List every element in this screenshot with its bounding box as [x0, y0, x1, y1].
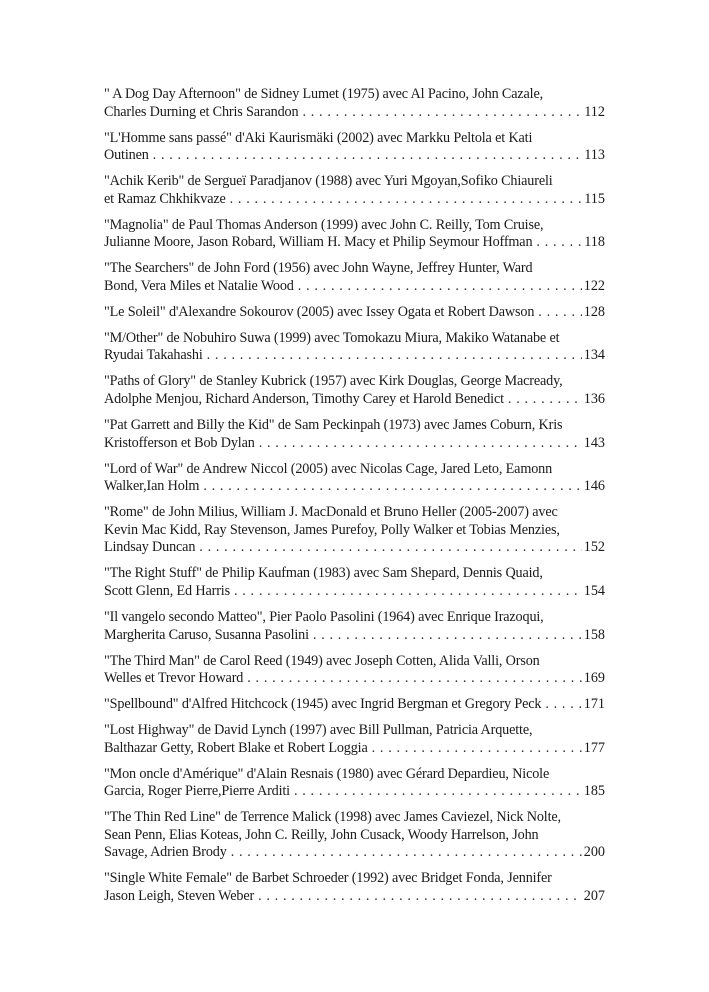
dot-leader: [258, 888, 582, 906]
toc-entry-line: "Single White Female" de Barbet Schroeder (1992) avec Bridget Fonda, Jennifer: [104, 870, 552, 887]
toc-entry[interactable]: [104, 461, 605, 496]
dot-leader: [372, 740, 582, 758]
toc-entry[interactable]: [104, 217, 605, 252]
dot-leader: [298, 278, 582, 296]
toc-entry-text: Kristofferson et Bob Dylan: [104, 434, 255, 451]
page-number: 185: [583, 783, 605, 800]
toc-entry[interactable]: [104, 766, 605, 801]
toc-entry-line: "The Third Man" de Carol Reed (1949) avec Joseph Cotten, Alida Valli, Orson: [104, 652, 540, 669]
toc-entry-text: Balthazar Getty, Robert Blake et Robert Loggia: [104, 739, 368, 756]
dot-leader: [536, 234, 582, 252]
dot-leader: [302, 104, 582, 122]
toc-entry-text: Julianne Moore, Jason Robard, William H. Macy et Philip Seymour Hoffman: [104, 234, 533, 251]
toc-entry-text: Margherita Caruso, Susanna Pasolini: [104, 626, 309, 643]
dot-leader: [294, 783, 582, 801]
toc-entry-last-line: [104, 539, 605, 557]
toc-entry-last-line: [104, 147, 605, 165]
toc-entry-line: Sean Penn, Elias Koteas, John C. Reilly, John Cusack, Woody Harrelson, John: [104, 826, 539, 843]
toc-entry[interactable]: [104, 373, 605, 408]
toc-entry-text: Bond, Vera Miles et Natalie Wood: [104, 277, 294, 294]
toc-entry-last-line: [104, 627, 605, 645]
toc-entry[interactable]: [104, 870, 605, 905]
dot-leader: [247, 670, 581, 688]
toc-entry-last-line: [104, 347, 605, 365]
toc-entry[interactable]: [104, 809, 605, 862]
page-number: 154: [583, 582, 605, 599]
toc-entry-line: " A Dog Day Afternoon" de Sidney Lumet (1975) avec Al Pacino, John Cazale,: [104, 86, 544, 102]
toc-entry-last-line: [104, 278, 605, 296]
page-number: 169: [583, 670, 605, 687]
page-number: 128: [583, 303, 605, 320]
toc-entry-text: Charles Durning et Chris Sarandon: [104, 103, 299, 120]
toc-entry[interactable]: [104, 609, 605, 644]
page-number: 112: [584, 103, 605, 120]
page-number: 158: [583, 626, 605, 643]
dot-leader: [508, 391, 582, 409]
toc-entry-line: "Il vangelo secondo Matteo", Pier Paolo Pasolini (1964) avec Enrique Irazoqui,: [104, 608, 544, 625]
page-number: 200: [583, 844, 605, 861]
toc-entry-last-line: [104, 783, 605, 801]
toc-entry-text: Lindsay Duncan: [104, 539, 196, 556]
page-number: 143: [583, 434, 605, 451]
page-number: 171: [583, 696, 605, 713]
toc-entry-line: "L'Homme sans passé" d'Aki Kaurismäki (2002) avec Markku Peltola et Kati: [104, 129, 533, 146]
toc-entry-line: "Rome" de John Milius, William J. MacDonald et Bruno Heller (2005-2007) avec: [104, 504, 558, 521]
toc-entry-text: Garcia, Roger Pierre,Pierre Arditi: [104, 783, 290, 800]
toc-entry-line: "Mon oncle d'Amérique" d'Alain Resnais (1980) avec Gérard Depardieu, Nicole: [104, 765, 550, 782]
page-number: 146: [583, 478, 605, 495]
table-of-contents: [104, 86, 605, 914]
toc-entry-line: "The Thin Red Line" de Terrence Malick (1998) avec James Caviezel, Nick Nolte,: [104, 809, 561, 826]
toc-entry[interactable]: [104, 330, 605, 365]
toc-entry-text: Walker,Ian Holm: [104, 478, 200, 495]
toc-entry[interactable]: [104, 86, 605, 121]
toc-entry-line: "M/Other" de Nobuhiro Suwa (1999) avec Tomokazu Miura, Makiko Watanabe et: [104, 329, 560, 346]
page-number: 122: [583, 277, 605, 294]
toc-entry-text: Savage, Adrien Brody: [104, 844, 227, 861]
toc-entry-line: "The Right Stuff" de Philip Kaufman (1983) avec Sam Shepard, Dennis Quaid,: [104, 565, 543, 582]
page-number: 115: [584, 190, 605, 207]
toc-entry[interactable]: [104, 260, 605, 295]
toc-entry[interactable]: [104, 653, 605, 688]
toc-entry-text: Scott Glenn, Ed Harris: [104, 582, 230, 599]
toc-entry-line: "Magnolia" de Paul Thomas Anderson (1999) avec John C. Reilly, Tom Cruise,: [104, 216, 544, 233]
toc-entry-text: "Le Soleil" d'Alexandre Sokourov (2005) avec Issey Ogata et Robert Dawson: [104, 303, 535, 320]
dot-leader: [230, 191, 583, 209]
toc-entry-text: Adolphe Menjou, Richard Anderson, Timothy Carey et Harold Benedict: [104, 391, 504, 408]
toc-entry[interactable]: [104, 304, 605, 322]
toc-entry-last-line: [104, 740, 605, 758]
page-number: 152: [583, 539, 605, 556]
page-number: 207: [583, 888, 605, 904]
toc-entry[interactable]: [104, 173, 605, 208]
page-number: 113: [584, 147, 605, 164]
page-number: 134: [583, 347, 605, 364]
toc-entry-line: "Paths of Glory" de Stanley Kubrick (1957) avec Kirk Douglas, George Macready,: [104, 373, 563, 390]
toc-entry[interactable]: [104, 565, 605, 600]
toc-entry-line: "Achik Kerib" de Sergueï Paradjanov (1988) avec Yuri Mgoyan,Sofiko Chiaureli: [104, 173, 553, 190]
dot-leader: [199, 539, 581, 557]
dot-leader: [538, 304, 581, 322]
dot-leader: [203, 478, 581, 496]
page-number: 177: [583, 739, 605, 756]
dot-leader: [234, 583, 582, 601]
toc-entry-text: et Ramaz Chkhikvaze: [104, 190, 226, 207]
toc-entry-text: "Spellbound" d'Alfred Hitchcock (1945) avec Ingrid Bergman et Gregory Peck: [104, 696, 542, 713]
dot-leader: [259, 435, 582, 453]
toc-entry-last-line: [104, 104, 605, 122]
toc-entry-last-line: [104, 191, 605, 209]
dot-leader: [153, 147, 583, 165]
toc-entry-last-line: [104, 888, 605, 906]
toc-entry-line: "Lost Highway" de David Lynch (1997) avec Bill Pullman, Patricia Arquette,: [104, 722, 533, 739]
page-number: 118: [584, 234, 605, 251]
toc-entry-last-line: [104, 478, 605, 496]
toc-entry-line: "Pat Garrett and Billy the Kid" de Sam Peckinpah (1973) avec James Coburn, Kris: [104, 417, 563, 434]
toc-entry-text: Jason Leigh, Steven Weber: [104, 888, 255, 904]
toc-entry-text: Ryudai Takahashi: [104, 347, 203, 364]
toc-entry-line: "Lord of War" de Andrew Niccol (2005) avec Nicolas Cage, Jared Leto, Eamonn: [104, 460, 553, 477]
toc-entry[interactable]: [104, 130, 605, 165]
toc-entry-line: Kevin Mac Kidd, Ray Stevenson, James Purefoy, Polly Walker et Tobias Menzies,: [104, 521, 560, 538]
toc-entry-last-line: [104, 391, 605, 409]
toc-entry-last-line: [104, 304, 605, 322]
toc-entry-last-line: [104, 696, 605, 714]
dot-leader: [313, 627, 582, 645]
toc-entry-last-line: [104, 844, 605, 862]
dot-leader: [545, 696, 581, 714]
toc-entry[interactable]: [104, 696, 605, 714]
toc-entry[interactable]: [104, 417, 605, 452]
dot-leader: [231, 844, 582, 862]
toc-entry-last-line: [104, 234, 605, 252]
toc-entry-last-line: [104, 435, 605, 453]
toc-entry[interactable]: [104, 722, 605, 757]
dot-leader: [207, 347, 582, 365]
toc-entry-text: Welles et Trevor Howard: [104, 670, 244, 687]
toc-entry[interactable]: [104, 504, 605, 557]
toc-entry-last-line: [104, 583, 605, 601]
toc-entry-last-line: [104, 670, 605, 688]
page-number: 136: [583, 391, 605, 408]
toc-entry-line: "The Searchers" de John Ford (1956) avec John Wayne, Jeffrey Hunter, Ward: [104, 260, 533, 277]
toc-entry-text: Outinen: [104, 147, 149, 164]
